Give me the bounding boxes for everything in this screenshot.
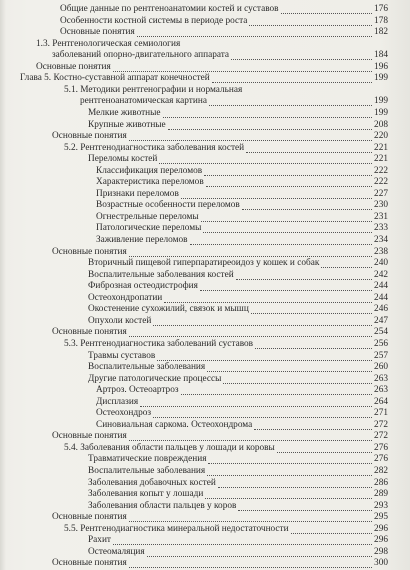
toc-entry-page: 184 xyxy=(374,50,388,61)
toc-entry-title: Основные понятия xyxy=(52,327,127,338)
toc-entry-title: 5.5. Рентгенодиагностика минеральной недостаточности xyxy=(64,523,289,534)
toc-entry-page: 221 xyxy=(374,142,388,153)
toc-entry-title: Рахит xyxy=(88,535,111,546)
toc-entry-page: 220 xyxy=(374,131,388,142)
toc-entry-page: 272 xyxy=(374,431,388,442)
toc-entry-page: 182 xyxy=(374,27,388,38)
toc-entry-title: Другие патологические процессы xyxy=(88,373,222,384)
toc-entry-page: 272 xyxy=(374,419,388,430)
toc-entry-title: Патологические переломы xyxy=(96,223,202,234)
toc-entry-title: Основные понятия xyxy=(52,431,127,442)
toc-entry-page: 227 xyxy=(374,188,388,199)
toc-entry-title: Крупные животные xyxy=(88,119,166,130)
toc-entry-page: 282 xyxy=(374,466,388,476)
toc-entry-title: Дисплазия xyxy=(96,396,139,407)
toc-entry-title: Возрастные особенности переломов xyxy=(96,200,240,211)
toc-entry-title: Заболевания копыт у лошади xyxy=(88,489,204,500)
toc-entry-title: Травматические повреждения xyxy=(88,454,207,465)
toc-entry-title: 5.4. Заболевания области пальцев у лошади и коровы xyxy=(64,442,275,453)
toc-entry-page: 208 xyxy=(374,119,388,130)
toc-entry-page: 231 xyxy=(374,211,388,222)
toc-entry-title: Основные понятия xyxy=(52,512,127,523)
toc-entry-page: 256 xyxy=(374,338,388,349)
toc-entry xyxy=(0,557,410,570)
toc-entry-title: Мелкие животные xyxy=(88,107,161,118)
toc-entry-page: 271 xyxy=(374,408,388,419)
toc-entry-title: Переломы костей xyxy=(88,154,158,165)
toc-entry-page: 233 xyxy=(374,223,388,234)
toc-entry-title: 5.2. Рентгенодиагностика заболевания костей xyxy=(64,142,245,153)
toc-entry-page: 260 xyxy=(374,362,388,373)
toc-entry-page: 178 xyxy=(374,15,388,26)
toc-entry-title: Основные понятия xyxy=(36,61,111,72)
toc-entry-page: 176 xyxy=(374,4,388,14)
toc-entry-page: 199 xyxy=(374,73,388,84)
toc-entry-title: Основные понятия xyxy=(52,246,127,257)
toc-entry-page: 196 xyxy=(374,61,388,72)
toc-entry-title: Основные понятия xyxy=(52,558,127,569)
toc-entry-title: Воспалительные заболевания xyxy=(88,362,206,373)
toc-entry-title: Окостенение сухожилий, связок и мышц xyxy=(88,304,249,315)
toc-entry-page: 286 xyxy=(374,477,388,488)
toc-entry-title: рентгеноанатомическая картина xyxy=(80,96,207,107)
toc-entry-title: Глава 5. Костно-суставной аппарат конечностей xyxy=(20,73,210,84)
toc-entry-page: 257 xyxy=(374,350,388,361)
toc-entry-title: 1.3. Рентгенологическая семиология xyxy=(36,38,181,49)
toc-entry-page: 289 xyxy=(374,489,388,500)
toc-entry-title: Остеохондроз xyxy=(96,408,152,419)
toc-entry-page: 222 xyxy=(374,177,388,188)
toc-entry-page: 242 xyxy=(374,269,388,280)
toc-entry-page: 221 xyxy=(374,154,388,165)
toc-entry-page: 276 xyxy=(374,442,388,453)
toc-entry-page: 222 xyxy=(374,165,388,176)
toc-entry-title: Основные понятия xyxy=(52,131,127,142)
toc-entry-title: Общие данные по рентгеноанатомии костей и суставов xyxy=(60,4,279,14)
toc-entry-title: Остеохондропатии xyxy=(88,292,163,303)
toc-entry-title: Основные понятия xyxy=(60,27,135,38)
toc-entry-page: 254 xyxy=(374,327,388,338)
toc-entry-page: 246 xyxy=(374,304,388,315)
toc-entry-title: Воспалительные заболевания xyxy=(88,466,206,476)
toc-entry-page: 298 xyxy=(374,546,388,557)
toc-entry-page: 199 xyxy=(374,107,388,118)
toc-entry-page: 276 xyxy=(374,454,388,465)
toc-entry-title: Заболевания добавочных костей xyxy=(88,477,216,488)
toc-entry-title: Воспалительные заболевания костей xyxy=(88,269,234,280)
dot-leader xyxy=(129,566,372,568)
toc-entry-page: 230 xyxy=(374,200,388,211)
toc-entry-title: Артроз. Остеоартроз xyxy=(96,385,179,396)
toc-entry-title: Фиброзная остеодистрофия xyxy=(88,281,198,292)
toc-entry-title: Классификация переломов xyxy=(96,165,203,176)
toc-entry-title: Синовиальная саркома. Остеохондрома xyxy=(96,419,253,430)
toc-entry-page: 244 xyxy=(374,281,388,292)
toc-entry-page: 264 xyxy=(374,396,388,407)
toc-entry-title: Заживление переломов xyxy=(96,235,188,245)
toc-entry-title: 5.3. Рентгенодиагностика заболеваний суставов xyxy=(64,338,254,349)
toc-entry-title: Травмы суставов xyxy=(88,350,156,361)
toc-entry-page: 234 xyxy=(374,235,388,245)
toc-entry-page: 295 xyxy=(374,512,388,523)
toc-entry-page: 238 xyxy=(374,246,388,257)
toc-entry-page: 263 xyxy=(374,385,388,396)
toc-entry-page: 240 xyxy=(374,258,388,269)
toc-entry-title: Особенности костной системы в периоде роста xyxy=(60,15,248,26)
toc-entry-title: Характеристика переломов xyxy=(96,177,204,188)
toc-entry-page: 199 xyxy=(374,96,388,107)
toc-entry-title: 5.1. Методики рентгенографии и нормальная xyxy=(64,84,243,95)
toc-entry-page: 300 xyxy=(374,558,388,569)
toc-entry-title: заболеваний опорно-двигательного аппарата xyxy=(52,50,230,61)
toc-entry-page: 296 xyxy=(374,523,388,534)
toc-entry-page: 296 xyxy=(374,535,388,546)
toc-entry-page: 263 xyxy=(374,373,388,384)
toc-entry-title: Заболевания области пальцев у коров xyxy=(88,500,237,511)
toc-entry-title: Огнестрельные переломы xyxy=(96,211,199,222)
toc-entry-page: 293 xyxy=(374,500,388,511)
toc-entry-title: Вторичный пищевой гиперпаратиреоидоз у кошек и собак xyxy=(88,258,320,269)
toc-entry-page: 247 xyxy=(374,315,388,326)
toc-entry-page: 244 xyxy=(374,292,388,303)
toc-entry-title: Остеомаляция xyxy=(88,546,145,557)
toc-entry-title: Признаки переломов xyxy=(96,188,179,199)
toc-entry-title: Опухоли костей xyxy=(88,315,152,326)
